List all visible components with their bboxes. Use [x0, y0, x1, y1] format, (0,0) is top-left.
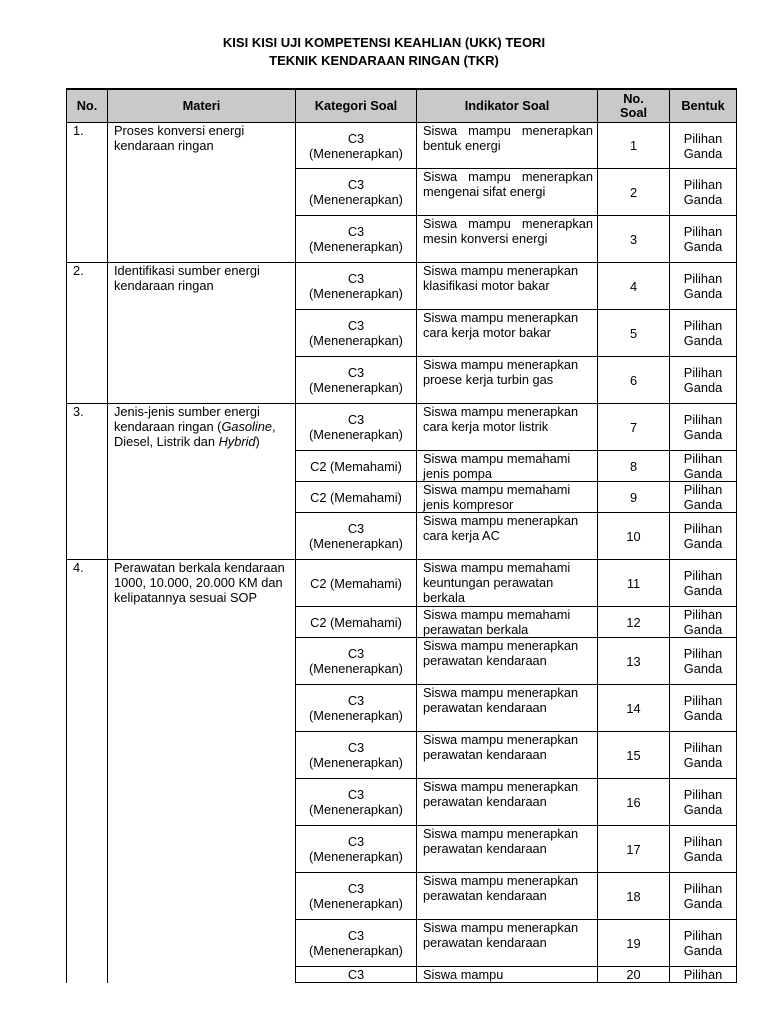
bentuk-line2: Ganda — [683, 943, 723, 958]
kategori-level: C3 — [347, 318, 365, 333]
kategori-desc: (Menenerapkan) — [309, 896, 403, 911]
materi-text-part: Jenis-jenis sumber energi kendaraan ringan ( — [114, 404, 260, 434]
indikator-cell: Siswa mampu menerapkan cara kerja AC — [417, 513, 598, 560]
no-soal-cell: 10 — [598, 513, 670, 560]
no-soal-cell: 14 — [598, 685, 670, 732]
kategori-level: C3 — [347, 224, 365, 239]
kategori-desc: (Menenerapkan) — [309, 427, 403, 442]
indikator-cell: Siswa mampu menerapkan proese kerja turbin gas — [417, 357, 598, 404]
bentuk-line1: Pilihan — [683, 412, 723, 427]
bentuk-line2: Ganda — [683, 466, 723, 481]
materi-number: 2. — [67, 263, 108, 404]
table-row — [67, 560, 737, 607]
indikator-cell: Siswa mampu menerapkan perawatan kendaraan — [417, 638, 598, 685]
bentuk-line1: Pilihan — [683, 928, 723, 943]
kategori-level: C2 (Memahami) — [310, 489, 402, 505]
bentuk-line2: Ganda — [683, 427, 723, 442]
indikator-cell: Siswa mampu menerapkan cara kerja motor listrik — [417, 404, 598, 451]
kategori-cell — [296, 482, 417, 513]
kategori-cell — [296, 263, 417, 310]
bentuk-line1: Pilihan — [683, 693, 723, 708]
kategori-cell — [296, 357, 417, 404]
kategori-cell — [296, 404, 417, 451]
bentuk-line1: Pilihan — [683, 740, 723, 755]
kategori-level: C3 — [347, 521, 365, 536]
no-soal-cell: 3 — [598, 216, 670, 263]
kategori-cell — [296, 607, 417, 638]
kategori-cell — [296, 873, 417, 920]
no-soal-cell: 20 — [598, 967, 670, 983]
table-header-row — [67, 89, 737, 123]
kategori-desc: (Menenerapkan) — [309, 849, 403, 864]
bentuk-line1: Pilihan — [683, 318, 723, 333]
bentuk-line1: Pilihan — [683, 521, 723, 536]
kategori-level: C3 — [347, 693, 365, 708]
table-row — [67, 123, 737, 169]
header-indikator: Indikator Soal — [417, 89, 598, 123]
bentuk-cell — [670, 123, 737, 169]
table-body — [67, 123, 737, 983]
no-soal-cell: 2 — [598, 169, 670, 216]
bentuk-cell — [670, 826, 737, 873]
materi-cell — [108, 404, 296, 560]
no-soal-cell: 8 — [598, 451, 670, 482]
indikator-cell: Siswa mampu menerapkan perawatan kendaraan — [417, 732, 598, 779]
kategori-level: C3 — [347, 365, 365, 380]
bentuk-line2: Ganda — [683, 380, 723, 395]
document-subtitle: TEKNIK KENDARAAN RINGAN (TKR) — [269, 53, 499, 68]
indikator-cell: Siswa mampu menerapkan perawatan kendaraan — [417, 920, 598, 967]
no-soal-cell: 19 — [598, 920, 670, 967]
bentuk-line2: Ganda — [683, 286, 723, 301]
bentuk-cell — [670, 404, 737, 451]
table-row — [67, 404, 737, 451]
materi-number: 3. — [67, 404, 108, 560]
bentuk-line2: Ganda — [683, 896, 723, 911]
indikator-cell: Siswa mampu memahami keuntungan perawatan berkala — [417, 560, 598, 607]
bentuk-line1: Pilihan — [683, 482, 723, 497]
bentuk-line2: Ganda — [683, 622, 723, 637]
no-soal-cell: 17 — [598, 826, 670, 873]
header-bentuk: Bentuk — [670, 89, 737, 123]
kategori-level: C3 — [347, 177, 365, 192]
materi-text-part: Hybrid — [218, 434, 256, 449]
bentuk-line1: Pilihan — [683, 646, 723, 661]
kategori-level: C3 — [347, 881, 365, 896]
indikator-cell: Siswa mampu menerapkan perawatan kendaraan — [417, 873, 598, 920]
bentuk-line1: Pilihan — [683, 607, 723, 622]
bentuk-cell — [670, 357, 737, 404]
bentuk-line2: Ganda — [683, 755, 723, 770]
no-soal-cell: 5 — [598, 310, 670, 357]
bentuk-line1: Pilihan — [683, 271, 723, 286]
kategori-cell — [296, 920, 417, 967]
bentuk-line1: Pilihan — [683, 787, 723, 802]
bentuk-cell — [670, 513, 737, 560]
kategori-desc: (Menenerapkan) — [309, 943, 403, 958]
bentuk-line1: Pilihan — [683, 177, 723, 192]
header-no-soal-line2: Soal — [619, 105, 648, 120]
no-soal-cell: 12 — [598, 607, 670, 638]
indikator-cell: Siswa mampu menerapkan cara kerja motor bakar — [417, 310, 598, 357]
bentuk-line1: Pilihan — [683, 881, 723, 896]
kategori-desc: (Menenerapkan) — [309, 239, 403, 254]
bentuk-line2: Ganda — [683, 192, 723, 207]
header-materi: Materi — [108, 89, 296, 123]
kategori-cell — [296, 216, 417, 263]
kategori-desc: (Menenerapkan) — [309, 192, 403, 207]
kategori-level: C3 — [347, 787, 365, 802]
kategori-cell — [296, 513, 417, 560]
kategori-level: C2 (Memahami) — [310, 575, 402, 591]
bentuk-cell — [670, 169, 737, 216]
no-soal-cell: 6 — [598, 357, 670, 404]
materi-text-part: , Diesel, Listrik dan — [114, 419, 276, 449]
indikator-cell: Siswa mampu memahami jenis kompresor — [417, 482, 598, 513]
header-no-soal — [598, 89, 670, 123]
document-title: KISI KISI UJI KOMPETENSI KEAHLIAN (UKK) TEORI — [222, 35, 546, 50]
materi-text-part: ) — [255, 434, 260, 449]
materi-cell: Identifikasi sumber energi kendaraan ringan — [108, 263, 296, 404]
bentuk-cell — [670, 560, 737, 607]
kategori-desc: (Menenerapkan) — [309, 286, 403, 301]
no-soal-cell: 13 — [598, 638, 670, 685]
kategori-level: C3 — [347, 834, 365, 849]
kategori-level: C2 (Memahami) — [310, 614, 402, 630]
bentuk-line1: Pilihan — [683, 224, 723, 239]
kategori-cell — [296, 560, 417, 607]
header-kategori: Kategori Soal — [296, 89, 417, 123]
bentuk-cell — [670, 685, 737, 732]
kategori-cell — [296, 967, 417, 983]
no-soal-cell: 15 — [598, 732, 670, 779]
bentuk-line1: Pilihan — [683, 130, 723, 146]
bentuk-cell — [670, 873, 737, 920]
bentuk-line2: Ganda — [683, 708, 723, 723]
kategori-level: C3 — [347, 412, 365, 427]
bentuk-cell — [670, 779, 737, 826]
no-soal-cell: 18 — [598, 873, 670, 920]
bentuk-line1: Pilihan — [683, 451, 723, 466]
indikator-cell: Siswa mampu menerapkan perawatan kendaraan — [417, 826, 598, 873]
bentuk-cell — [670, 482, 737, 513]
bentuk-line1: Pilihan — [683, 365, 723, 380]
bentuk-line2: Ganda — [683, 583, 723, 598]
materi-number: 1. — [67, 123, 108, 263]
kategori-cell — [296, 826, 417, 873]
kategori-level: C3 — [347, 967, 365, 982]
table-row — [67, 263, 737, 310]
indikator-cell: Siswa mampu memahami perawatan berkala — [417, 607, 598, 638]
kategori-desc: (Menenerapkan) — [309, 536, 403, 551]
kategori-level: C3 — [347, 271, 365, 286]
kategori-desc: (Menenerapkan) — [309, 802, 403, 817]
bentuk-cell — [670, 607, 737, 638]
materi-number: 4. — [67, 560, 108, 983]
header-no: No. — [67, 89, 108, 123]
header-no-soal-line1: No. — [623, 91, 644, 106]
bentuk-line2: Ganda — [683, 661, 723, 676]
materi-cell: Proses konversi energi kendaraan ringan — [108, 123, 296, 263]
bentuk-line2: Ganda — [683, 802, 723, 817]
bentuk-line1: Pilihan — [683, 568, 723, 583]
kategori-cell — [296, 685, 417, 732]
bentuk-cell — [670, 732, 737, 779]
kategori-cell — [296, 732, 417, 779]
kategori-desc: (Menenerapkan) — [309, 145, 403, 161]
kategori-cell — [296, 451, 417, 482]
kategori-level: C3 — [347, 740, 365, 755]
bentuk-line2: Ganda — [683, 497, 723, 512]
kategori-level: C2 (Memahami) — [310, 458, 402, 474]
bentuk-line2: Ganda — [683, 536, 723, 551]
no-soal-cell: 11 — [598, 560, 670, 607]
kategori-level: C3 — [347, 646, 365, 661]
bentuk-cell — [670, 451, 737, 482]
indikator-cell: Siswa mampu memahami jenis pompa — [417, 451, 598, 482]
kategori-cell — [296, 310, 417, 357]
bentuk-line2: Ganda — [683, 849, 723, 864]
no-soal-cell: 1 — [598, 123, 670, 169]
kategori-cell — [296, 638, 417, 685]
kategori-level: C3 — [347, 928, 365, 943]
bentuk-line2: Ganda — [683, 333, 723, 348]
no-soal-cell: 9 — [598, 482, 670, 513]
kategori-level: C3 — [347, 130, 365, 146]
kategori-desc: (Menenerapkan) — [309, 661, 403, 676]
bentuk-line2: Ganda — [683, 145, 723, 161]
indikator-cell: Siswa mampu menerapkan perawatan kendaraan — [417, 779, 598, 826]
indikator-cell: Siswa mampu menerapkan klasifikasi motor bakar — [417, 263, 598, 310]
indikator-cell: Siswa mampu menerapkan mesin konversi energi — [417, 216, 598, 263]
indikator-cell: Siswa mampu menerapkan bentuk energi — [417, 123, 598, 169]
kategori-cell — [296, 779, 417, 826]
bentuk-cell — [670, 638, 737, 685]
bentuk-line1: Pilihan — [683, 967, 723, 982]
no-soal-cell: 4 — [598, 263, 670, 310]
kategori-desc: (Menenerapkan) — [309, 333, 403, 348]
kategori-desc: (Menenerapkan) — [309, 708, 403, 723]
indikator-cell: Siswa mampu menerapkan perawatan kendaraan — [417, 685, 598, 732]
bentuk-cell — [670, 216, 737, 263]
indikator-cell: Siswa mampu — [417, 967, 598, 983]
bentuk-cell — [670, 967, 737, 983]
kategori-cell — [296, 169, 417, 216]
bentuk-cell — [670, 310, 737, 357]
bentuk-cell — [670, 263, 737, 310]
kisi-kisi-table — [66, 88, 737, 983]
kategori-desc: (Menenerapkan) — [309, 380, 403, 395]
no-soal-cell: 16 — [598, 779, 670, 826]
materi-text-part: Gasoline — [221, 419, 272, 434]
kategori-desc: (Menenerapkan) — [309, 755, 403, 770]
bentuk-line2: Ganda — [683, 239, 723, 254]
materi-cell: Perawatan berkala kendaraan 1000, 10.000, 20.000 KM dan kelipatannya sesuai SOP — [108, 560, 296, 983]
kategori-cell — [296, 123, 417, 169]
bentuk-cell — [670, 920, 737, 967]
no-soal-cell: 7 — [598, 404, 670, 451]
bentuk-line1: Pilihan — [683, 834, 723, 849]
indikator-cell: Siswa mampu menerapkan mengenai sifat energi — [417, 169, 598, 216]
